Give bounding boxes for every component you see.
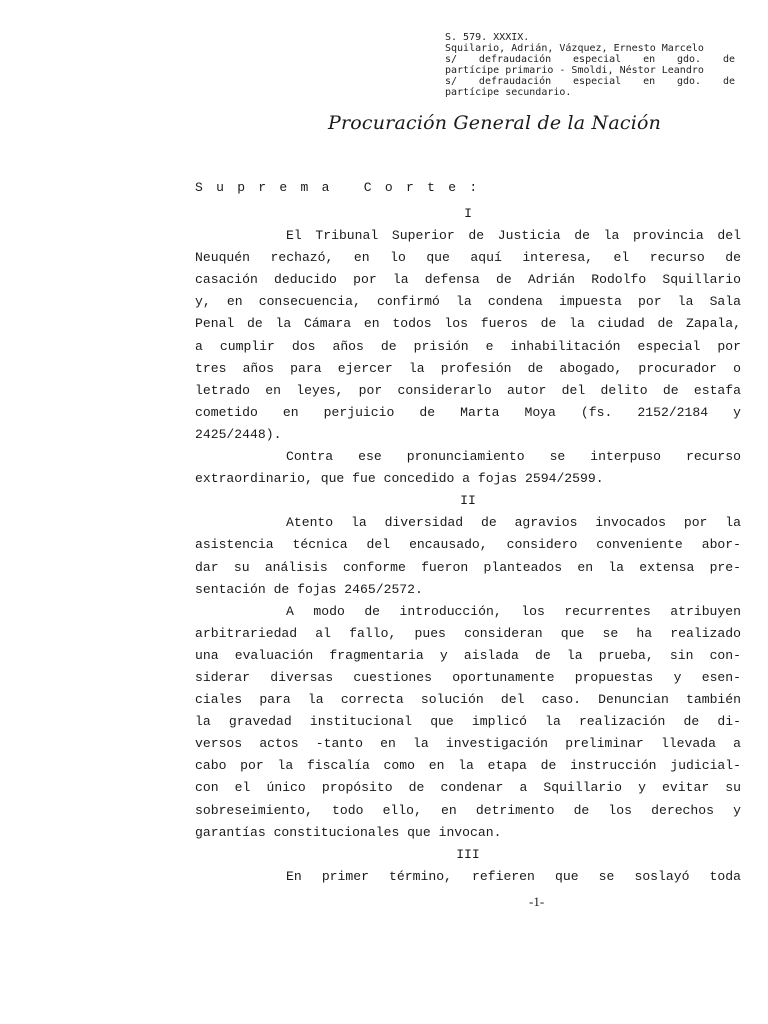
text-line: ciales para la correcta solución del caso. Denuncian también — [195, 692, 741, 708]
case-header — [445, 32, 735, 98]
text-line: sentación de fojas 2465/2572. — [195, 581, 423, 597]
section-heading: I — [464, 206, 472, 221]
text-line: una evaluación fragmentaria y aislada de la prueba, sin con- — [195, 647, 741, 663]
case-title-line: partícipe secundario. — [445, 87, 572, 98]
case-title-line: partícipe primario - Smoldi, Néstor Leandro — [445, 65, 704, 76]
addressee: Suprema Corte: — [195, 180, 491, 195]
case-title-line: s/ defraudación especial en gdo. de — [445, 76, 735, 87]
section-heading: II — [460, 493, 476, 509]
text-line: Atento la diversidad de agravios invocados por la — [286, 515, 741, 531]
paragraph — [195, 512, 741, 600]
text-line: casación deducido por la defensa de Adrián Rodolfo Squillario — [195, 272, 741, 288]
case-number: S. 579. XXXIX. — [445, 32, 530, 43]
text-line: tres años para ejercer la profesión de abogado, procurador o — [195, 360, 741, 376]
paragraph — [195, 866, 741, 888]
paragraph — [195, 446, 741, 490]
text-line: arbitrariedad al fallo, pues consideran que se ha realizado — [195, 625, 741, 641]
text-line: letrado en leyes, por considerarlo autor del delito de estafa — [195, 382, 741, 398]
text-line: siderar diversas cuestiones oportunamente propuestas y esen- — [195, 669, 741, 685]
text-line: a cumplir dos años de prisión e inhabilitación especial por — [195, 338, 741, 354]
text-line: A modo de introducción, los recurrentes atribuyen — [286, 603, 741, 619]
text-line: con el único propósito de condenar a Squillario y evitar su — [195, 780, 741, 796]
text-line: la gravedad institucional que implicó la realización de di- — [195, 714, 741, 730]
text-line: sobreseimiento, todo ello, en detrimento de los derechos y — [195, 802, 741, 818]
text-line: cabo por la fiscalía como en la etapa de instrucción judicial- — [195, 758, 741, 774]
text-line: El Tribunal Superior de Justicia de la provincia del — [286, 228, 741, 244]
text-line: En primer término, refieren que se soslayó toda — [286, 868, 741, 884]
text-line: extraordinario, que fue concedido a fojas 2594/2599. — [195, 471, 604, 487]
case-title-line: Squilario, Adrián, Vázquez, Ernesto Marcelo — [445, 43, 704, 54]
page-number: -1- — [529, 894, 545, 909]
institution-letterhead: Procuración General de la Nación — [328, 112, 662, 134]
text-line: asistencia técnica del encausado, considero conveniente abor- — [195, 537, 741, 553]
case-title-line: s/ defraudación especial en gdo. de — [445, 54, 735, 65]
text-line: cometido en perjuicio de Marta Moya (fs. 2152/2184 y — [195, 404, 741, 420]
text-line: Penal de la Cámara en todos los fueros de la ciudad de Zapala, — [195, 316, 741, 332]
text-line: Neuquén rechazó, en lo que aquí interesa, el recurso de — [195, 250, 741, 266]
text-line: dar su análisis conforme fueron planteados en la extensa pre- — [195, 559, 741, 575]
section-heading: III — [456, 846, 480, 862]
document-body — [195, 203, 741, 888]
paragraph — [195, 601, 741, 844]
text-line: y, en consecuencia, confirmó la condena impuesta por la Sala — [195, 294, 741, 310]
paragraph — [195, 225, 741, 446]
text-line: 2425/2448). — [195, 426, 282, 442]
text-line: Contra ese pronunciamiento se interpuso recurso — [286, 449, 741, 465]
text-line: garantías constitucionales que invocan. — [195, 824, 502, 840]
text-line: versos actos -tanto en la investigación preliminar llevada a — [195, 736, 741, 752]
